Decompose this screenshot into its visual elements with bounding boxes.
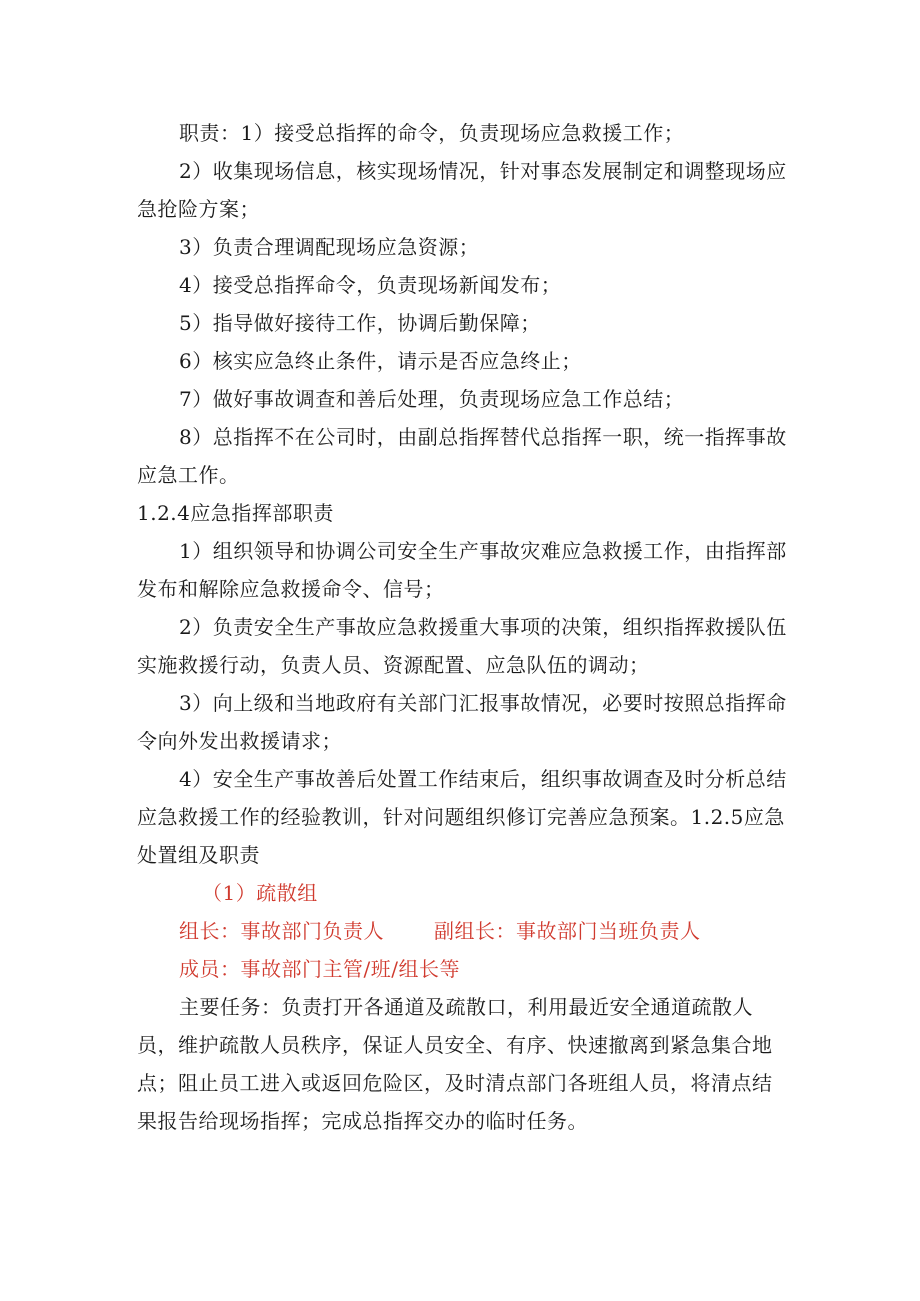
group-main-tasks: 主要任务：负责打开各通道及疏散口，利用最近安全通道疏散人员，维护疏散人员秩序，保证人员安全、有序、快速撤离到紧急集合地点；阻止员工进入或返回危险区，及时清点部门各班组人员，将清点结果报告给现场指挥；完成总指挥交办的临时任务。 [137, 995, 773, 1133]
section-heading-1-2-4: 1.2.4应急指挥部职责 [137, 501, 334, 525]
hq-duty-item-2: 2）负责安全生产事故应急救援重大事项的决策，组织指挥救援队伍实施救援行动，负责人员、资源配置、应急队伍的调动； [137, 615, 787, 677]
document-body [137, 114, 789, 1140]
group-members: 成员：事故部门主管/班/组长等 [179, 957, 460, 981]
duty-item-5: 5）指导做好接待工作，协调后勤保障； [179, 311, 541, 335]
duty-item-8: 8）总指挥不在公司时，由副总指挥替代总指挥一职，统一指挥事故应急工作。 [137, 425, 787, 487]
duty-item-2: 2）收集现场信息，核实现场情况，针对事态发展制定和调整现场应急抢险方案； [137, 159, 787, 221]
group-leaders-line [137, 912, 789, 950]
hq-duty-item-3: 3）向上级和当地政府有关部门汇报事故情况，必要时按照总指挥命令向外发出救援请求； [137, 691, 787, 753]
duty-item-7: 7）做好事故调查和善后处理，负责现场应急工作总结； [179, 387, 685, 411]
hq-duty-item-1: 1）组织领导和协调公司安全生产事故灾难应急救援工作，由指挥部发布和解除应急救援命令、信号； [137, 539, 787, 601]
group-leader: 组长：事故部门负责人 [179, 919, 384, 943]
duty-item-6: 6）核实应急终止条件，请示是否应急终止； [179, 349, 582, 373]
hq-duty-item-4: 4）安全生产事故善后处置工作结束后，组织事故调查及时分析总结应急救援工作的经验教训，针对问题组织修订完善应急预案。1.2.5应急处置组及职责 [137, 767, 787, 867]
duty-item-4: 4）接受总指挥命令，负责现场新闻发布； [179, 273, 562, 297]
duty-item-1: 职责：1）接受总指挥的命令，负责现场应急救援工作； [179, 121, 685, 145]
group-title-evacuation: （1）疏散组 [202, 881, 318, 905]
duty-item-3: 3）负责合理调配现场应急资源； [179, 235, 480, 259]
group-deputy-leader: 副组长：事故部门当班负责人 [434, 919, 701, 943]
